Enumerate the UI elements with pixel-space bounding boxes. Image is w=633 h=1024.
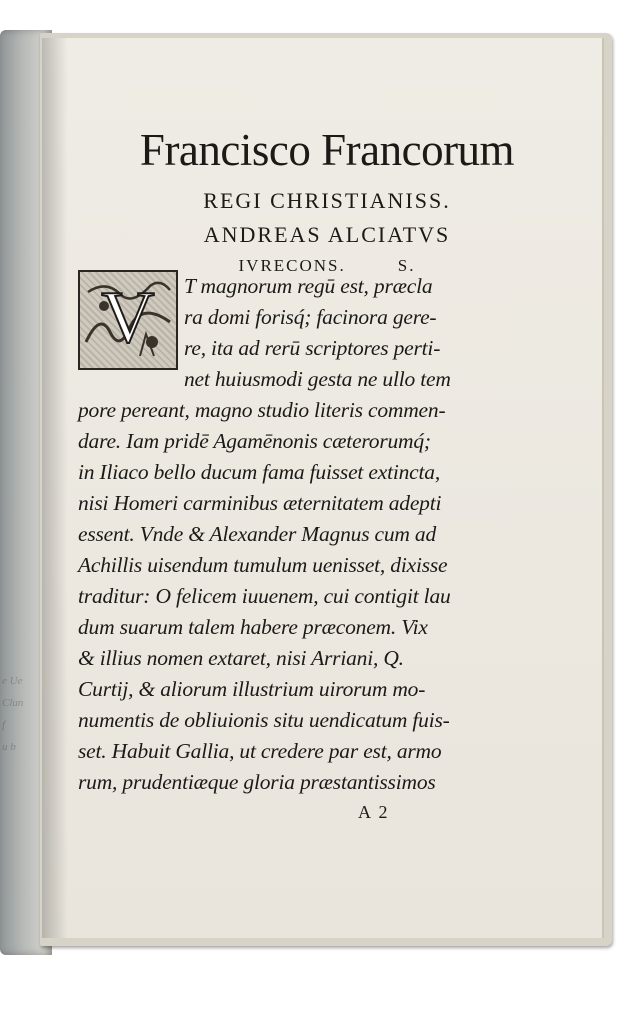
bleed-line: e Ue [2, 675, 23, 687]
page-title: Francisco Francorum [139, 125, 515, 175]
text-line: traditur: O felicem iuuenem, cui contigit lau [78, 584, 451, 608]
text-line: net huiusmodi gesta ne ullo tem [184, 367, 451, 391]
text-line: dum suarum talem habere præconem. Vix [78, 615, 428, 639]
bleed-line: f [2, 719, 6, 731]
book-page [42, 38, 604, 938]
woodcut-initial [78, 270, 178, 370]
initial-letter: V [101, 277, 155, 359]
text-line: in Iliaco bello ducum fama fuisset extincta, [78, 460, 441, 484]
woodcut-ornament-icon [80, 272, 176, 368]
text-line: set. Habuit Gallia, ut credere par est, armo [78, 739, 442, 763]
text-line: Curtij, & aliorum illustrium uirorum mo- [78, 677, 426, 701]
text-line: dare. Iam pridē Agamēnonis cæterorumq́; [78, 429, 431, 453]
text-line: rum, prudentiæque gloria præstantissimos [78, 770, 436, 794]
bleed-line: u b [2, 741, 16, 753]
heading-regi: REGI CHRISTIANISS. [203, 188, 451, 213]
text-line: & illius nomen extaret, nisi Arriani, Q. [78, 646, 404, 670]
text-line: nisi Homeri carminibus æternitatem adepti [78, 491, 442, 515]
text-line: re, ita ad rerū scriptores perti- [184, 336, 441, 360]
page-text-block [42, 38, 602, 938]
text-line: ra domi forisq́; facinora gere- [184, 305, 437, 329]
text-line: Achillis uisendum tumulum uenisset, dixisse [78, 553, 448, 577]
heading-jurecons-left: IVRECONS. [238, 256, 346, 275]
text-line: T magnorum regū est, præcla [184, 274, 433, 298]
heading-jurecons-right: S. [397, 256, 416, 275]
text-line: numentis de obliuionis situ uendicatum fuis- [78, 708, 450, 732]
text-line: pore pereant, magno studio literis commen- [78, 398, 446, 422]
signature-mark: A 2 [358, 802, 390, 822]
text-line: essent. Vnde & Alexander Magnus cum ad [78, 522, 437, 546]
left-page-bleed-text [2, 670, 42, 758]
heading-author: ANDREAS ALCIATVS [203, 222, 451, 247]
bleed-line: Clun [2, 697, 24, 709]
